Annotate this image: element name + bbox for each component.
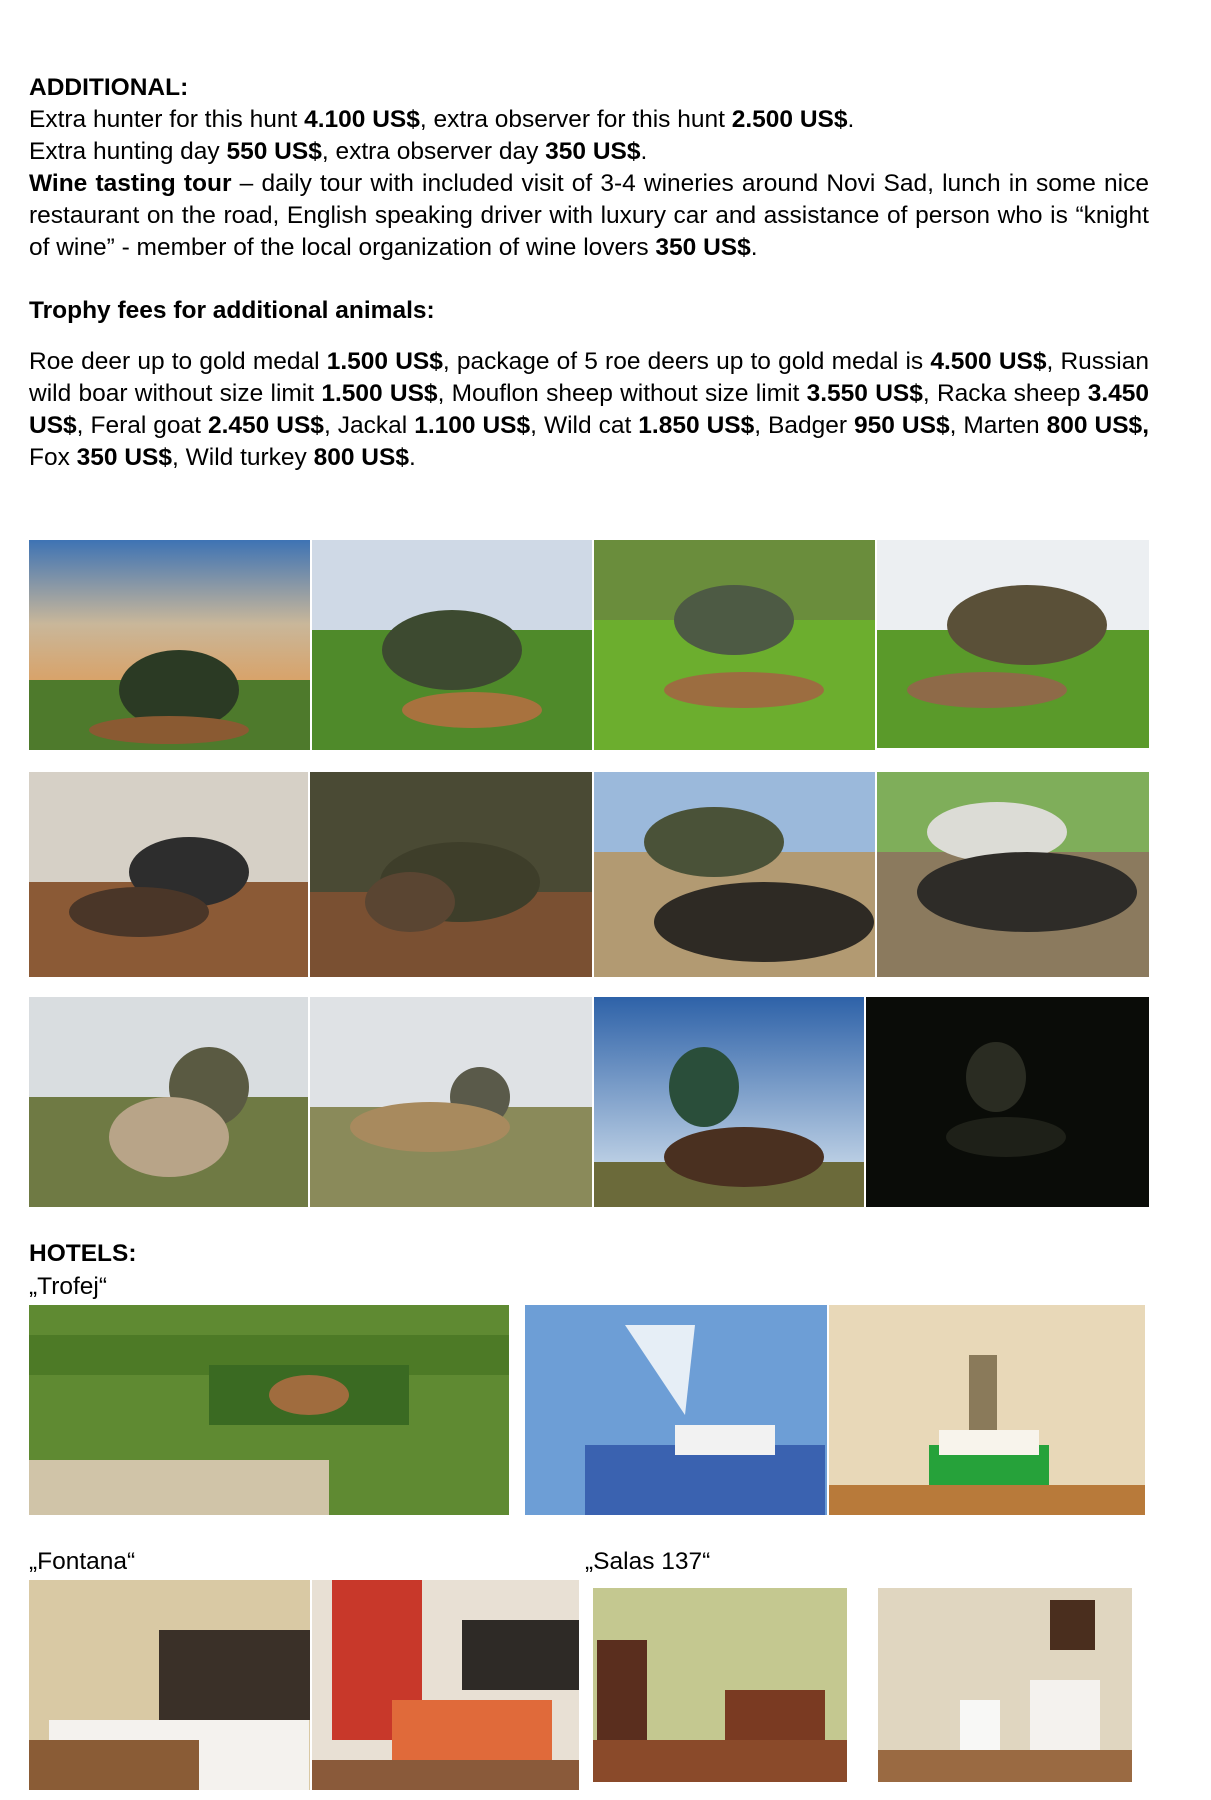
trophy-item-price: 1.500 US$	[326, 348, 443, 375]
trophy-item-price: 3.550 US$	[806, 380, 923, 407]
trophy-item-text: , Russian wild boar without size limit	[29, 348, 1149, 407]
photo-mouflon-1	[29, 772, 308, 977]
trophy-item-price: 3.450 US$	[29, 380, 1149, 439]
extra-day-line: Extra hunting day 550 US$, extra observer day 350 US$.	[29, 138, 648, 165]
photo-roe-deer-1	[29, 540, 310, 750]
hotel-name-trofej: „Trofej“	[29, 1273, 108, 1300]
photo-wild-boar-2	[877, 772, 1149, 977]
trophy-item-text: , Racka sheep	[922, 380, 1088, 407]
photo-fontana-room-2	[312, 1580, 579, 1790]
trophy-item-text: , Marten	[949, 412, 1047, 439]
trophy-items	[29, 348, 1149, 471]
photo-roe-deer-3	[594, 540, 875, 750]
additional-heading: ADDITIONAL:	[29, 74, 189, 101]
extra-hunter-line: Extra hunter for this hunt 4.100 US$, extra observer for this hunt 2.500 US$.	[29, 106, 855, 133]
trophy-item-price: 2.450 US$	[207, 412, 324, 439]
trophy-heading: Trophy fees for additional animals:	[29, 297, 435, 324]
photo-fontana-room-1	[29, 1580, 310, 1790]
photo-trofej-aerial	[29, 1305, 509, 1515]
trophy-item-price: 800 US$	[313, 444, 409, 471]
photo-salas-bedroom	[585, 1580, 855, 1790]
photo-salas-bathroom	[870, 1580, 1140, 1790]
trophy-item-text: , Feral goat	[76, 412, 208, 439]
photo-trofej-blue-room	[525, 1305, 827, 1515]
trophy-item-price: 4.500 US$	[930, 348, 1047, 375]
photo-racka-sheep-2	[310, 997, 592, 1207]
photo-feral-goat	[594, 997, 864, 1207]
trophy-item-text: , Mouflon sheep without size limit	[437, 380, 807, 407]
trophy-item-text: , Wild cat	[530, 412, 639, 439]
trophy-item-text: Roe deer up to gold medal	[29, 348, 327, 375]
trophy-item-price: 350 US$	[76, 444, 173, 471]
trophy-item-price: 800 US$,	[1046, 412, 1149, 439]
wine-tour-paragraph: Wine tasting tour – daily tour with included visit of 3-4 wineries around Novi Sad, lunch in some nice restaurant on the road, English speaking driver with luxury car and assistance of person who is “knight of wine” - member of the local organization of wine lovers 350 US$.	[29, 170, 1149, 261]
additional-section	[29, 72, 1149, 264]
trophy-item-price: 1.850 US$	[638, 412, 755, 439]
photo-racka-sheep-1	[29, 997, 308, 1207]
photo-mouflon-2	[310, 772, 592, 977]
trophy-item-price: 1.100 US$	[414, 412, 531, 439]
trophy-item-text: , Wild turkey	[172, 444, 314, 471]
photo-roe-deer-2	[312, 540, 592, 750]
trophy-item-text: Fox	[29, 444, 77, 471]
trophy-paragraph: Roe deer up to gold medal 1.500 US$, package of 5 roe deers up to gold medal is 4.500 US$, Russian wild boar without size limit 1.500 US$, Mouflon sheep without size limit 3.550 US$, Racka sheep 3.450 US$, Feral goat 2.450 US$, Jackal 1.100 US$, Wild cat 1.850 US$, Badger 950 US$, Marten 800 US$, Fox 350 US$, Wild turkey 800 US$.	[29, 348, 1149, 471]
trophy-item-price: 950 US$	[854, 412, 950, 439]
hotel-name-salas: „Salas 137“	[585, 1548, 711, 1575]
trophy-item-price: 1.500 US$	[321, 380, 438, 407]
hotels-heading: HOTELS:	[29, 1240, 137, 1267]
trophy-item-text: , Badger	[754, 412, 855, 439]
photo-roe-deer-4	[877, 540, 1149, 748]
trophy-item-text: , package of 5 roe deers up to gold medal is	[442, 348, 931, 375]
hotel-name-fontana: „Fontana“	[29, 1548, 136, 1575]
photo-trofej-green-room	[829, 1305, 1145, 1515]
photo-wild-boar-1	[594, 772, 875, 977]
trophy-item-text: , Jackal	[323, 412, 415, 439]
photo-jackal-night	[866, 997, 1149, 1207]
